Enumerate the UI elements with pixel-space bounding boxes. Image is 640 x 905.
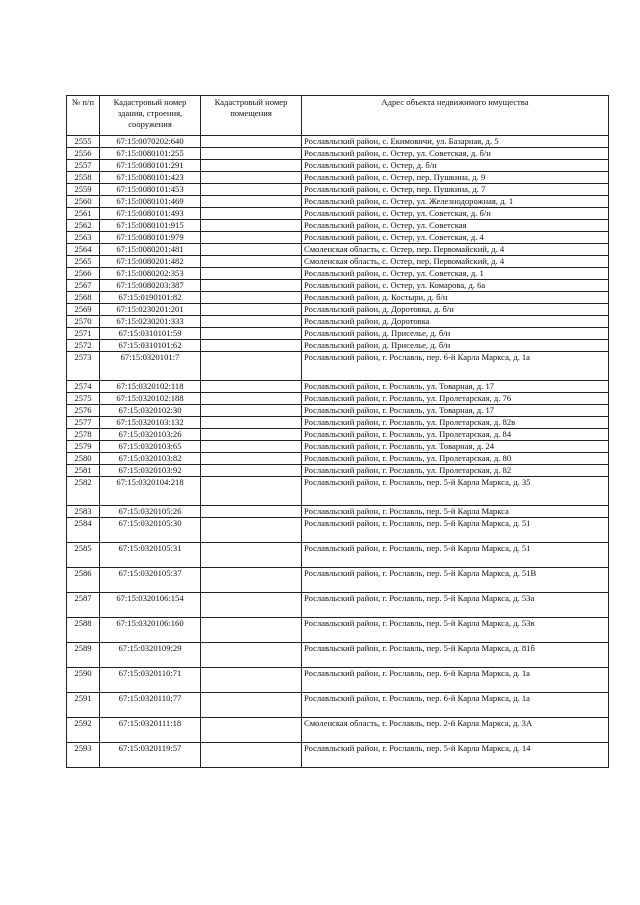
header-number: № п/п <box>67 96 100 136</box>
property-address: Смоленская область, с. Остер, пер. Первомайский, д. 4 <box>302 256 609 268</box>
row-number: 2584 <box>67 518 100 543</box>
property-address: Рославльский район, г. Рославль, ул. Товарная, д. 24 <box>302 441 609 453</box>
building-cadastral-number: 67:15:0080101:423 <box>100 172 201 184</box>
row-number: 2592 <box>67 718 100 743</box>
property-address: Рославльский район, с. Остер, ул. Советская, д. 4 <box>302 232 609 244</box>
building-cadastral-number: 67:15:0310101:59 <box>100 328 201 340</box>
table-row <box>67 743 609 768</box>
property-address: Рославльский район, г. Рославль, пер. 5-й Карла Маркса, д. 51В <box>302 568 609 593</box>
premises-cadastral-number <box>201 244 302 256</box>
property-address: Рославльский район, с. Остер, д. б/н <box>302 160 609 172</box>
premises-cadastral-number <box>201 743 302 768</box>
premises-cadastral-number <box>201 256 302 268</box>
property-address: Рославльский район, г. Рославль, пер. 6-й Карла Маркса, д. 1а <box>302 693 609 718</box>
row-number: 2561 <box>67 208 100 220</box>
premises-cadastral-number <box>201 381 302 393</box>
premises-cadastral-number <box>201 393 302 405</box>
table-row <box>67 160 609 172</box>
property-address: Рославльский район, г. Рославль, пер. 5-й Карла Маркса, д. 51 <box>302 518 609 543</box>
table-row <box>67 256 609 268</box>
table-row <box>67 465 609 477</box>
building-cadastral-number: 67:15:0320119:57 <box>100 743 201 768</box>
building-cadastral-number: 67:15:0190101:82 <box>100 292 201 304</box>
table-row <box>67 643 609 668</box>
property-address: Рославльский район, г. Рославль, ул. Пролетарская, д. 80 <box>302 453 609 465</box>
premises-cadastral-number <box>201 465 302 477</box>
row-number: 2579 <box>67 441 100 453</box>
property-address: Рославльский район, д. Приселье, д. б/н <box>302 328 609 340</box>
row-number: 2591 <box>67 693 100 718</box>
property-address: Рославльский район, с. Остер, ул. Комарова, д. 6а <box>302 280 609 292</box>
building-cadastral-number: 67:15:0080202:353 <box>100 268 201 280</box>
premises-cadastral-number <box>201 518 302 543</box>
building-cadastral-number: 67:15:0320101:7 <box>100 352 201 381</box>
table-row <box>67 429 609 441</box>
property-address: Рославльский район, д. Доротовка, д. б/н <box>302 304 609 316</box>
property-address: Рославльский район, г. Рославль, пер. 5-й Карла Маркса, д. 51 <box>302 543 609 568</box>
row-number: 2576 <box>67 405 100 417</box>
table-body <box>67 136 609 768</box>
row-number: 2565 <box>67 256 100 268</box>
premises-cadastral-number <box>201 184 302 196</box>
row-number: 2560 <box>67 196 100 208</box>
premises-cadastral-number <box>201 593 302 618</box>
property-address: Смоленская область, г. Рославль, пер. 2-й Карла Маркса, д. 3А <box>302 718 609 743</box>
building-cadastral-number: 67:15:0080101:255 <box>100 148 201 160</box>
premises-cadastral-number <box>201 668 302 693</box>
property-address: Рославльский район, д. Доротовка <box>302 316 609 328</box>
premises-cadastral-number <box>201 693 302 718</box>
property-address: Рославльский район, с. Екимовичи, ул. Базарная, д. 5 <box>302 136 609 148</box>
row-number: 2559 <box>67 184 100 196</box>
building-cadastral-number: 67:15:0320106:160 <box>100 618 201 643</box>
property-address: Рославльский район, с. Остер, ул. Советская, д. б/н <box>302 208 609 220</box>
premises-cadastral-number <box>201 643 302 668</box>
row-number: 2578 <box>67 429 100 441</box>
table-row <box>67 280 609 292</box>
row-number: 2564 <box>67 244 100 256</box>
property-address: Рославльский район, г. Рославль, пер. 6-й Карла Маркса, д. 1а <box>302 352 609 381</box>
table-row <box>67 668 609 693</box>
building-cadastral-number: 67:15:0320102:30 <box>100 405 201 417</box>
table-row <box>67 244 609 256</box>
premises-cadastral-number <box>201 441 302 453</box>
table-row <box>67 543 609 568</box>
header-address: Адрес объекта недвижимого имущества <box>302 96 609 136</box>
building-cadastral-number: 67:15:0320103:92 <box>100 465 201 477</box>
building-cadastral-number: 67:15:0320103:65 <box>100 441 201 453</box>
row-number: 2557 <box>67 160 100 172</box>
premises-cadastral-number <box>201 340 302 352</box>
building-cadastral-number: 67:15:0080101:291 <box>100 160 201 172</box>
table-row <box>67 340 609 352</box>
table-row <box>67 506 609 518</box>
row-number: 2558 <box>67 172 100 184</box>
header-premises-cadastral: Кадастровый номер помещения <box>201 96 302 136</box>
table-row <box>67 405 609 417</box>
property-address: Рославльский район, г. Рославль, ул. Товарная, д. 17 <box>302 405 609 417</box>
row-number: 2590 <box>67 668 100 693</box>
building-cadastral-number: 67:15:0320105:37 <box>100 568 201 593</box>
property-address: Рославльский район, г. Рославль, пер. 6-й Карла Маркса, д. 1а <box>302 668 609 693</box>
building-cadastral-number: 67:15:0080101:453 <box>100 184 201 196</box>
property-address: Рославльский район, с. Остер, пер. Пушкина, д. 9 <box>302 172 609 184</box>
premises-cadastral-number <box>201 568 302 593</box>
row-number: 2577 <box>67 417 100 429</box>
building-cadastral-number: 67:15:0080201:482 <box>100 256 201 268</box>
premises-cadastral-number <box>201 405 302 417</box>
row-number: 2580 <box>67 453 100 465</box>
premises-cadastral-number <box>201 417 302 429</box>
table-row <box>67 136 609 148</box>
table-row <box>67 208 609 220</box>
building-cadastral-number: 67:15:0320105:26 <box>100 506 201 518</box>
table-row <box>67 172 609 184</box>
row-number: 2573 <box>67 352 100 381</box>
premises-cadastral-number <box>201 543 302 568</box>
building-cadastral-number: 67:15:0310101:62 <box>100 340 201 352</box>
table-row <box>67 292 609 304</box>
building-cadastral-number: 67:15:0320110:71 <box>100 668 201 693</box>
table-row <box>67 304 609 316</box>
row-number: 2593 <box>67 743 100 768</box>
row-number: 2586 <box>67 568 100 593</box>
premises-cadastral-number <box>201 208 302 220</box>
premises-cadastral-number <box>201 268 302 280</box>
premises-cadastral-number <box>201 232 302 244</box>
row-number: 2589 <box>67 643 100 668</box>
building-cadastral-number: 67:15:0320111:18 <box>100 718 201 743</box>
table-row <box>67 220 609 232</box>
row-number: 2581 <box>67 465 100 477</box>
table-row <box>67 568 609 593</box>
table-row <box>67 618 609 643</box>
table-row <box>67 328 609 340</box>
property-address: Рославльский район, г. Рославль, пер. 5-й Карла Маркса, д. 53в <box>302 618 609 643</box>
row-number: 2569 <box>67 304 100 316</box>
property-address: Рославльский район, с. Остер, ул. Советская, д. 1 <box>302 268 609 280</box>
property-address: Рославльский район, с. Остер, пер. Пушкина, д. 7 <box>302 184 609 196</box>
building-cadastral-number: 67:15:0320103:26 <box>100 429 201 441</box>
property-address: Рославльский район, г. Рославль, пер. 5-й Карла Маркса, д. 35 <box>302 477 609 506</box>
building-cadastral-number: 67:15:0080101:915 <box>100 220 201 232</box>
row-number: 2556 <box>67 148 100 160</box>
table-row <box>67 593 609 618</box>
property-address: Рославльский район, г. Рославль, пер. 5-й Карла Маркса, д. 53а <box>302 593 609 618</box>
building-cadastral-number: 67:15:0080101:979 <box>100 232 201 244</box>
building-cadastral-number: 67:15:0320106:154 <box>100 593 201 618</box>
premises-cadastral-number <box>201 429 302 441</box>
table-row <box>67 453 609 465</box>
table-row <box>67 316 609 328</box>
row-number: 2574 <box>67 381 100 393</box>
row-number: 2555 <box>67 136 100 148</box>
property-address: Смоленская область, с. Остер, пер. Первомайский, д. 4 <box>302 244 609 256</box>
row-number: 2575 <box>67 393 100 405</box>
table-header-row <box>67 96 609 136</box>
row-number: 2583 <box>67 506 100 518</box>
row-number: 2570 <box>67 316 100 328</box>
table-row <box>67 196 609 208</box>
building-cadastral-number: 67:15:0080101:469 <box>100 196 201 208</box>
property-address: Рославльский район, г. Рославль, ул. Пролетарская, д. 82в <box>302 417 609 429</box>
header-building-cadastral: Кадастровый номер здания, строения, сооружения <box>100 96 201 136</box>
property-address: Рославльский район, г. Рославль, ул. Товарная, д. 17 <box>302 381 609 393</box>
building-cadastral-number: 67:15:0320103:82 <box>100 453 201 465</box>
row-number: 2566 <box>67 268 100 280</box>
table-row <box>67 352 609 381</box>
premises-cadastral-number <box>201 220 302 232</box>
premises-cadastral-number <box>201 304 302 316</box>
table-row <box>67 381 609 393</box>
row-number: 2562 <box>67 220 100 232</box>
property-address: Рославльский район, д. Приселье, д. б/н <box>302 340 609 352</box>
building-cadastral-number: 67:15:0320110:77 <box>100 693 201 718</box>
premises-cadastral-number <box>201 618 302 643</box>
building-cadastral-number: 67:15:0320104:218 <box>100 477 201 506</box>
premises-cadastral-number <box>201 316 302 328</box>
property-register-table <box>66 95 609 768</box>
table-row <box>67 417 609 429</box>
premises-cadastral-number <box>201 352 302 381</box>
building-cadastral-number: 67:15:0230201:333 <box>100 316 201 328</box>
table-row <box>67 718 609 743</box>
row-number: 2572 <box>67 340 100 352</box>
premises-cadastral-number <box>201 280 302 292</box>
property-address: Рославльский район, д. Костыри, д. б/н <box>302 292 609 304</box>
row-number: 2563 <box>67 232 100 244</box>
premises-cadastral-number <box>201 477 302 506</box>
premises-cadastral-number <box>201 718 302 743</box>
table-row <box>67 393 609 405</box>
building-cadastral-number: 67:15:0080203:387 <box>100 280 201 292</box>
premises-cadastral-number <box>201 136 302 148</box>
table-row <box>67 232 609 244</box>
table-row <box>67 477 609 506</box>
property-address: Рославльский район, с. Остер, ул. Советская <box>302 220 609 232</box>
building-cadastral-number: 67:15:0320105:30 <box>100 518 201 543</box>
premises-cadastral-number <box>201 328 302 340</box>
premises-cadastral-number <box>201 506 302 518</box>
row-number: 2588 <box>67 618 100 643</box>
premises-cadastral-number <box>201 292 302 304</box>
building-cadastral-number: 67:15:0080201:481 <box>100 244 201 256</box>
property-address: Рославльский район, г. Рославль, пер. 5-й Карла Маркса, д. 81б <box>302 643 609 668</box>
property-address: Рославльский район, г. Рославль, пер. 5-й Карла Маркса <box>302 506 609 518</box>
property-address: Рославльский район, г. Рославль, пер. 5-й Карла Маркса, д. 14 <box>302 743 609 768</box>
building-cadastral-number: 67:15:0070202:640 <box>100 136 201 148</box>
table-row <box>67 518 609 543</box>
row-number: 2585 <box>67 543 100 568</box>
building-cadastral-number: 67:15:0320102:188 <box>100 393 201 405</box>
table-row <box>67 184 609 196</box>
building-cadastral-number: 67:15:0320103:132 <box>100 417 201 429</box>
row-number: 2582 <box>67 477 100 506</box>
table-row <box>67 148 609 160</box>
property-address: Рославльский район, г. Рославль, ул. Пролетарская, д. 84 <box>302 429 609 441</box>
row-number: 2587 <box>67 593 100 618</box>
building-cadastral-number: 67:15:0080101:493 <box>100 208 201 220</box>
building-cadastral-number: 67:15:0320109:29 <box>100 643 201 668</box>
premises-cadastral-number <box>201 160 302 172</box>
table-row <box>67 268 609 280</box>
property-address: Рославльский район, г. Рославль, ул. Пролетарская, д. 76 <box>302 393 609 405</box>
building-cadastral-number: 67:15:0320102:118 <box>100 381 201 393</box>
building-cadastral-number: 67:15:0320105:31 <box>100 543 201 568</box>
property-address: Рославльский район, с. Остер, ул. Советская, д. б/н <box>302 148 609 160</box>
row-number: 2571 <box>67 328 100 340</box>
property-address: Рославльский район, с. Остер, ул. Железнодорожная, д. 1 <box>302 196 609 208</box>
building-cadastral-number: 67:15:0230201:201 <box>100 304 201 316</box>
property-address: Рославльский район, г. Рославль, ул. Пролетарская, д. 82 <box>302 465 609 477</box>
premises-cadastral-number <box>201 453 302 465</box>
row-number: 2568 <box>67 292 100 304</box>
table-row <box>67 693 609 718</box>
premises-cadastral-number <box>201 196 302 208</box>
row-number: 2567 <box>67 280 100 292</box>
premises-cadastral-number <box>201 148 302 160</box>
premises-cadastral-number <box>201 172 302 184</box>
table-row <box>67 441 609 453</box>
